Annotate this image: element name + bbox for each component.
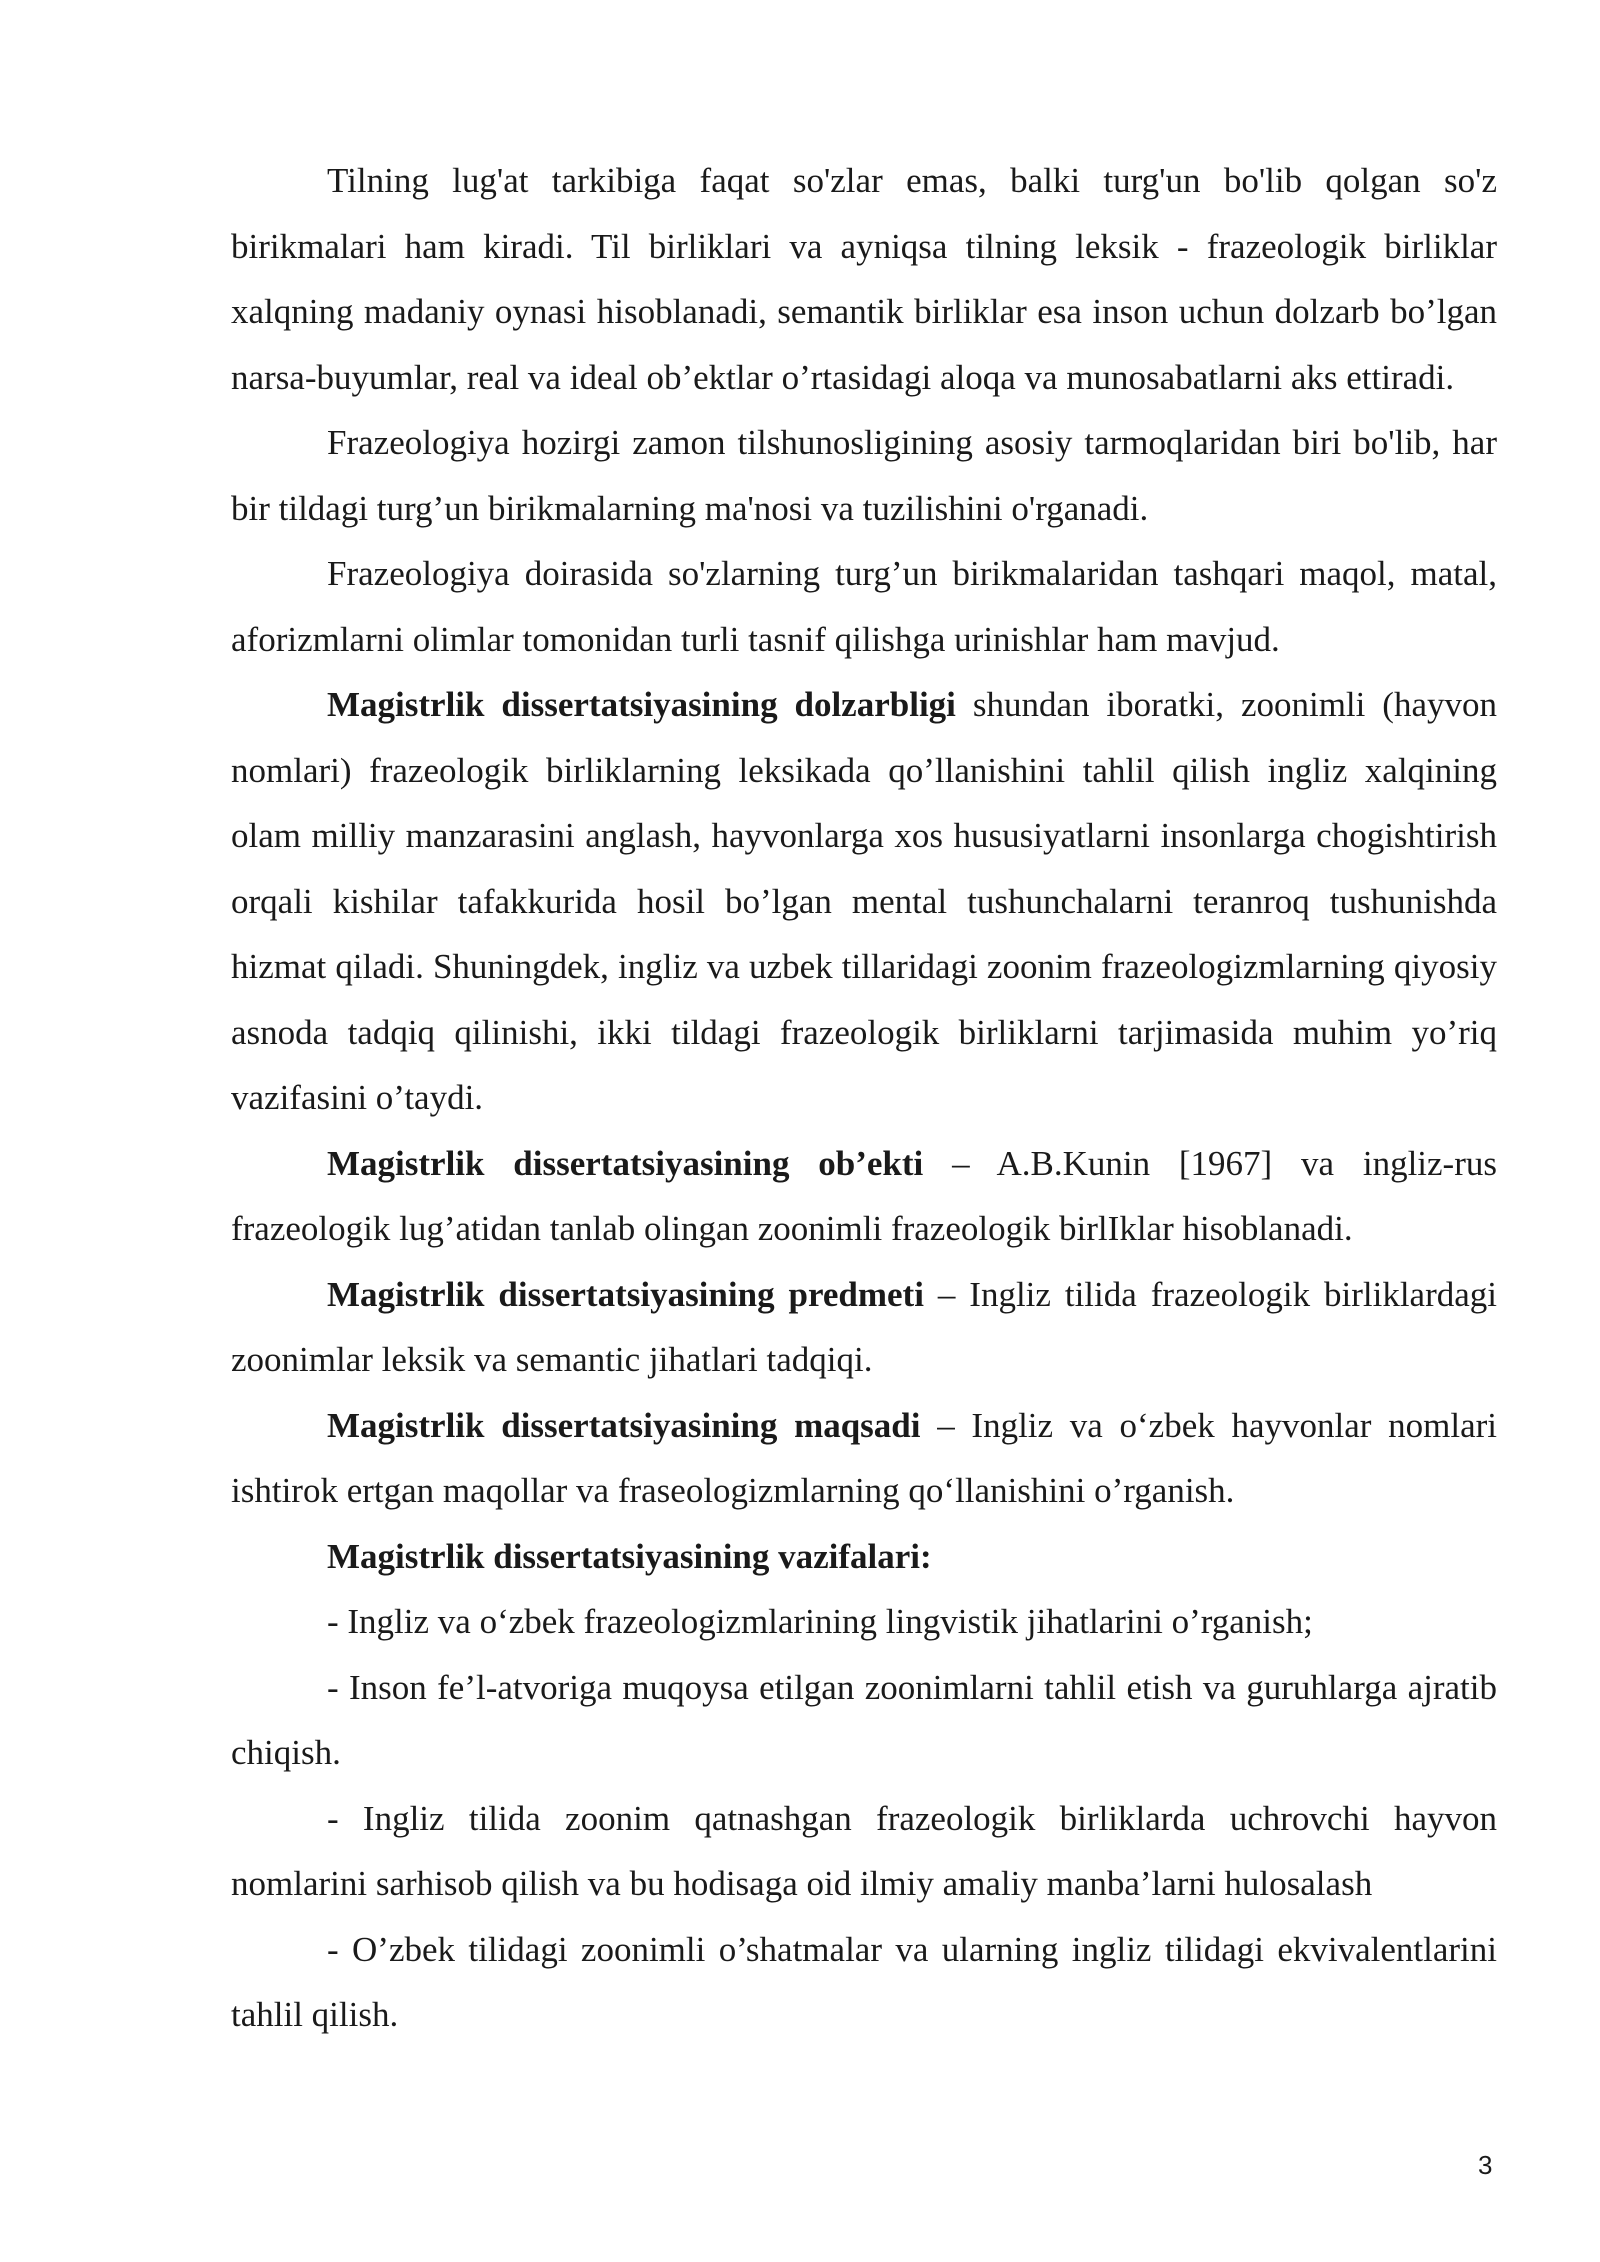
paragraph-heading: Magistrlik dissertatsiyasining ob’ekti — [327, 1143, 924, 1183]
paragraph-goal — [231, 1393, 1497, 1524]
task-item-2 — [231, 1655, 1497, 1786]
task-item-3 — [231, 1786, 1497, 1917]
paragraph-text: – Ingliz tilida frazeologik birliklardagi zoonimlar leksik va semantic jihatlari tadqiqi. — [231, 1274, 1498, 1379]
paragraph-text: - Ingliz va o‘zbek frazeologizmlarining lingvistik jihatlarini o’rganish; — [327, 1602, 1313, 1641]
paragraph-heading: Magistrlik dissertatsiyasining predmeti — [327, 1274, 924, 1314]
paragraph-text: Frazeologiya hozirgi zamon tilshunosligining asosiy tarmoqlaridan biri bo'lib, har bir tildagi turg’un birikmalarning ma'nosi va tuzilishini o'rganadi. — [231, 423, 1497, 528]
paragraph-heading: Magistrlik dissertatsiyasining vazifalari: — [327, 1536, 932, 1576]
paragraph-text: - Inson fe’l-atvoriga muqoysa etilgan zoonimlarni tahlil etish va guruhlarga ajratib chiqish. — [231, 1667, 1497, 1772]
paragraph-heading: Magistrlik dissertatsiyasining dolzarbligi — [327, 685, 956, 724]
document-body — [231, 148, 1497, 2048]
paragraph-text: Frazeologiya doirasida so'zlarning turg’un birikmalaridan tashqari maqol, matal, aforizmlarni olimlar tomonidan turli tasnif qilishga urinishlar ham mavjud. — [231, 554, 1497, 659]
paragraph-text: shundan iboratki, zoonimli (hayvon nomlari) frazeologik birliklarning leksikada qo’llanishini tahlil qilish ingliz xalqining olam milliy manzarasini anglash, hayvonlarga xos hususiyatlarni insonlarga chogishtirish orqali kishilar tafakkurida hosil bo’lgan mental tushunchalarni teranroq tushunishda hizmat qiladi. Shuningdek, ingliz va uzbek tillaridagi zoonim frazeologizmlarning qiyosiy asnoda tadqiq qilinishi, ikki tildagi frazeologik birliklarni tarjimasida muhim yo’riq vazifasini o’taydi. — [231, 685, 1497, 1117]
task-item-1 — [231, 1589, 1497, 1655]
paragraph-heading: Magistrlik dissertatsiyasining maqsadi — [327, 1405, 921, 1445]
paragraph-text: – Ingliz va o‘zbek hayvonlar nomlari ishtirok ertgan maqollar va fraseologizmlarning qo‘llanishini o’rganish. — [231, 1405, 1497, 1510]
paragraph-tasks-heading — [231, 1524, 1497, 1590]
paragraph-text: Tilning lug'at tarkibiga faqat so'zlar emas, balki turg'un bo'lib qolgan so'z birikmalari ham kiradi. Til birliklari va ayniqsa tilning leksik - frazeologik birliklar xalqning madaniy oynasi hisoblanadi, semantik birliklar esa inson uchun dolzarb bo’lgan narsa-buyumlar, real va ideal ob’ektlar o’rtasidagi aloqa va munosabatlarni aks ettiradi. — [231, 161, 1497, 397]
task-item-4 — [231, 1917, 1497, 2048]
paragraph-text: - Ingliz tilida zoonim qatnashgan frazeologik birliklarda uchrovchi hayvon nomlarini sarhisob qilish va bu hodisaga oid ilmiy amaliy manba’larni hulosalash — [231, 1798, 1497, 1903]
paragraph-relevance — [231, 672, 1497, 1131]
paragraph-subject — [231, 1262, 1497, 1393]
page-number: 3 — [1478, 2150, 1493, 2180]
paragraph-2 — [231, 410, 1497, 541]
paragraph-object — [231, 1131, 1497, 1262]
paragraph-text: - O’zbek tilidagi zoonimli o’shatmalar va ularning ingliz tilidagi ekvivalentlarini tahlil qilish. — [231, 1929, 1497, 2034]
paragraph-3 — [231, 541, 1497, 672]
paragraph-1 — [231, 148, 1497, 410]
paragraph-text: – A.B.Kunin [1967] va ingliz-rus frazeologik lug’atidan tanlab olingan zoonimli frazeologik birlIklar hisoblanadi. — [231, 1143, 1497, 1248]
